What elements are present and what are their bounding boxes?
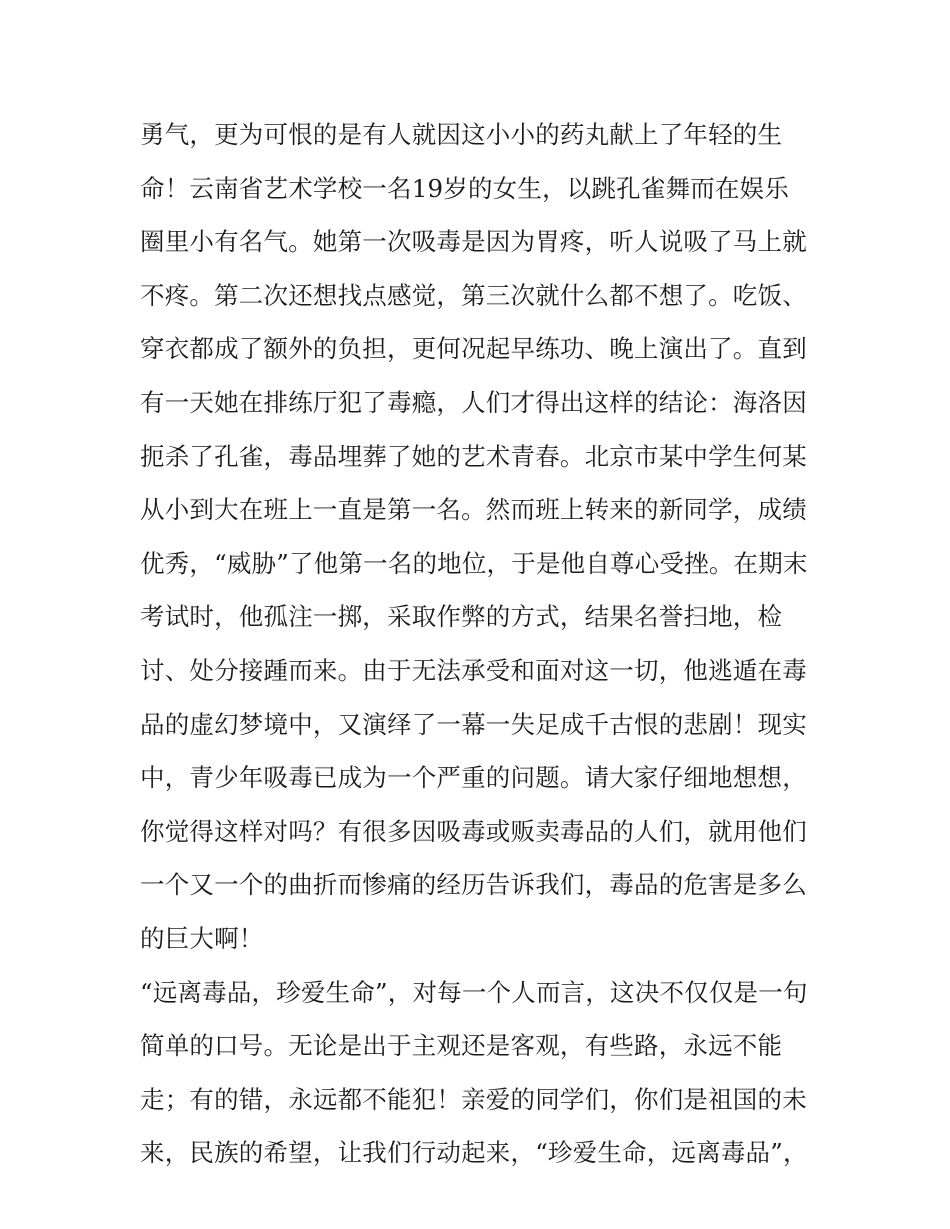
- text-line: 一个又一个的曲折而惨痛的经历告诉我们，毒品的危害是多么: [140, 870, 807, 900]
- text-line: 从小到大在班上一直是第一名。然而班上转来的新同学，成绩: [140, 495, 807, 525]
- text-line: 勇气，更为可恨的是有人就因这小小的药丸献上了年轻的生: [140, 120, 783, 149]
- text-line: “远离毒品，珍爱生命”，对每一个人而言，这决不仅仅是一句: [140, 977, 808, 1007]
- text-line: 圈里小有名气。她第一次吸毒是因为胃疼，听人说吸了马上就: [140, 227, 807, 257]
- text-line: 不疼。第二次还想找点感觉，第三次就什么都不想了。吃饭、: [140, 280, 807, 310]
- text-line: 你觉得这样对吗？有很多因吸毒或贩卖毒品的人们，就用他们: [140, 816, 807, 846]
- text-line: 考试时，他孤注一掷，采取作弊的方式，结果名誉扫地，检: [140, 602, 783, 632]
- text-line: 品的虚幻梦境中，又演绎了一幕一失足成千古恨的悲剧！现实: [140, 709, 807, 739]
- body-text: [140, 108, 820, 1180]
- text-line: 来，民族的希望，让我们行动起来，“珍爱生命，远离毒品”，: [140, 1138, 808, 1168]
- text-line: 走；有的错，永远都不能犯！亲爱的同学们，你们是祖国的未: [140, 1084, 807, 1114]
- text-line: 中，青少年吸毒已成为一个严重的问题。请大家仔细地想想，: [140, 763, 807, 793]
- text-line: 穿衣都成了额外的负担，更何况起早练功、晚上演出了。直到: [140, 334, 807, 364]
- text-line: 简单的口号。无论是出于主观还是客观，有些路，永远不能: [140, 1031, 783, 1061]
- text-line: 扼杀了孔雀，毒品埋葬了她的艺术青春。北京市某中学生何某: [140, 441, 807, 471]
- text-line: 讨、处分接踵而来。由于无法承受和面对这一切，他逃遁在毒: [140, 655, 807, 685]
- text-line: 优秀，“威胁”了他第一名的地位，于是他自尊心受挫。在期末: [140, 548, 808, 578]
- text-line: 的巨大啊！: [140, 923, 264, 953]
- text-line: 有一天她在排练厅犯了毒瘾，人们才得出这样的结论：海洛因: [140, 387, 807, 417]
- text-line: 命！云南省艺术学校一名19岁的女生，以跳孔雀舞而在娱乐: [140, 173, 790, 203]
